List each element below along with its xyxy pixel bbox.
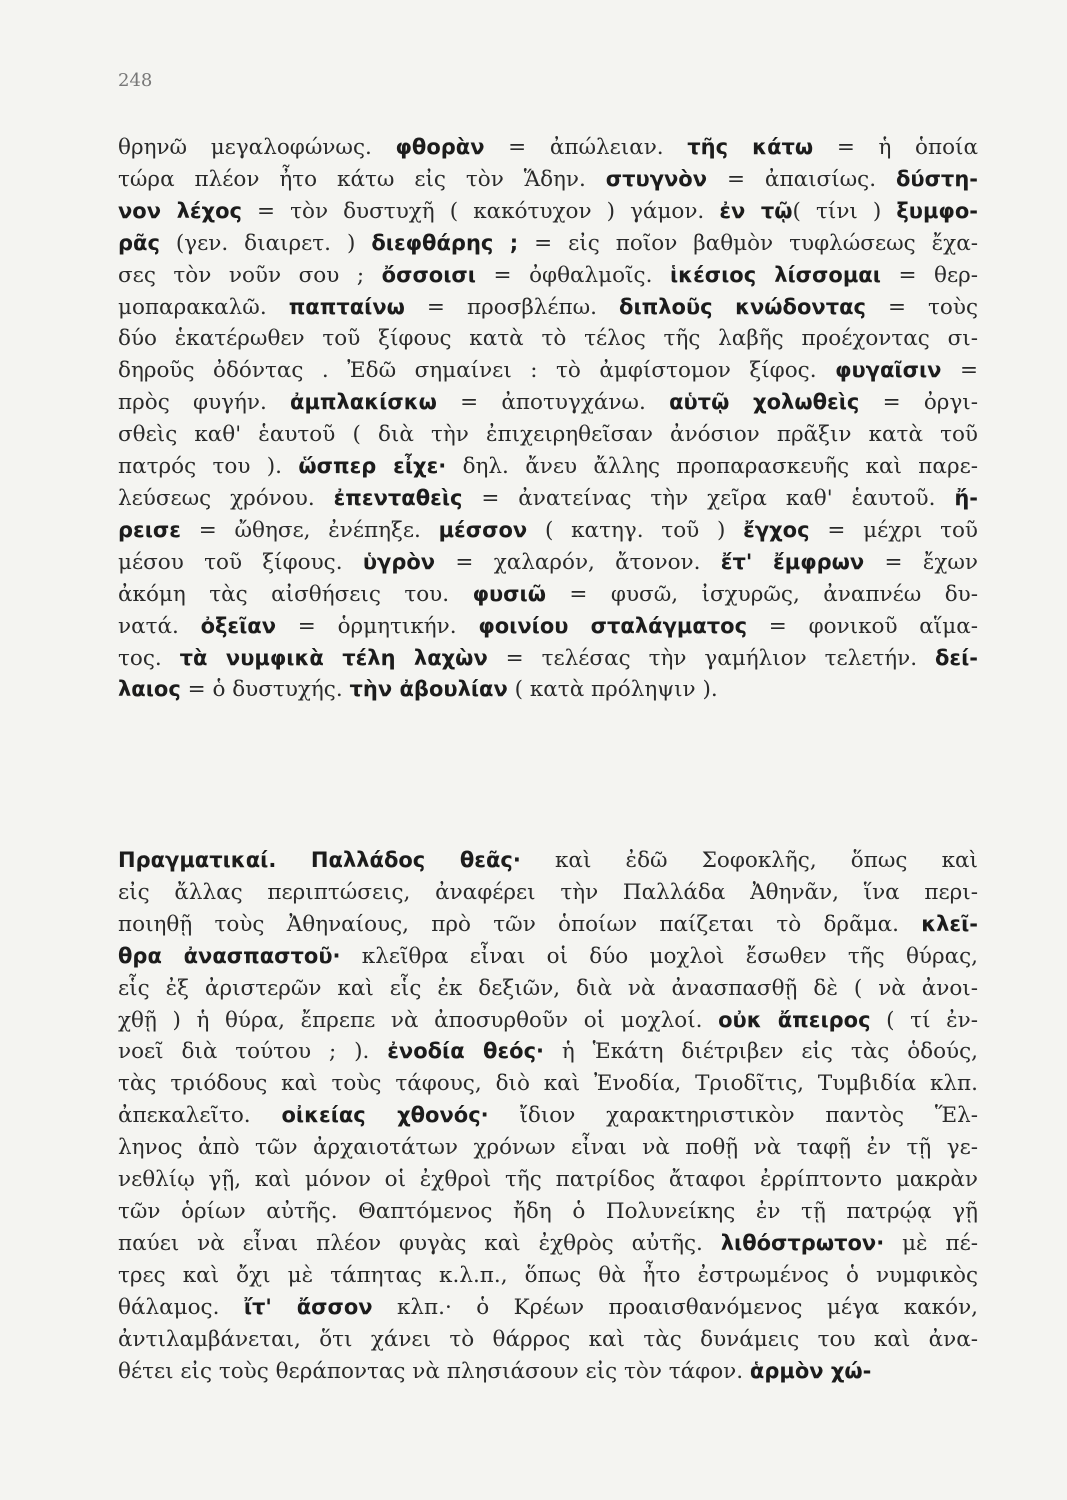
gloss-text: πατρός του ). [118, 454, 299, 480]
lemma-term: ὑγρὸν [362, 549, 436, 574]
lemma-term: ἁρμὸν χώ- [749, 1358, 872, 1383]
lemma-term: ὄσσοισι [381, 262, 476, 287]
gloss-text: δηροῦς ὀδόντας . Ἐδῶ σημαίνει : τὸ ἀμφίστομον ξίφος. [118, 358, 836, 384]
text-line [118, 1132, 978, 1164]
text-line [118, 909, 978, 941]
gloss-text: = τοὺς [866, 294, 978, 320]
gloss-text: λεύσεως χρόνου. [118, 485, 334, 511]
lemma-term: δύστη- [895, 166, 978, 191]
text-line [118, 355, 978, 387]
lemma-term: τὴν ἀβουλίαν [349, 677, 508, 702]
lemma-term: ξυμφο- [896, 198, 978, 223]
gloss-text: = ἀπώλειαν. [484, 135, 688, 160]
commentary-paragraph-2 [118, 845, 978, 1387]
lemma-term: ἀμπλακίσκω [290, 390, 437, 415]
text-line [118, 196, 978, 228]
lemma-term: φθορὰν [395, 135, 485, 159]
lemma-term: φυγαῖσιν [835, 358, 942, 383]
gloss-text: μοπαρακαλῶ. [118, 294, 289, 320]
text-line [118, 1005, 978, 1037]
lemma-term: αὑτῷ χολωθεὶς [669, 390, 860, 415]
gloss-text: = φυσῶ, ἰσχυρῶς, ἀναπνέω δυ- [545, 581, 978, 607]
gloss-text: ( κατὰ πρόληψιν ). [507, 677, 718, 703]
text-line [118, 419, 978, 451]
lemma-term: ρεισε [118, 517, 181, 542]
gloss-text: = ἀποτυγχάνω. [436, 390, 670, 416]
text-line [118, 451, 978, 483]
lemma-term: λαιος [118, 677, 181, 702]
gloss-text: κλπ.· ὁ Κρέων προαισθανόμενος μέγα κακόν, [372, 1294, 978, 1320]
lemma-term: οὐκ ἄπειρος [718, 1007, 871, 1032]
gloss-text: χθῇ ) ἡ θύρα, ἔπρεπε νὰ ἀποσυρθοῦν οἱ μοχλοί. [118, 1007, 719, 1033]
lemma-term: ἔτ' ἔμφρων [720, 549, 865, 574]
lemma-term: μέσσον [438, 517, 528, 542]
lemma-term: τὰ νυμφικὰ τέλη λαχὼν [179, 645, 488, 670]
text-line [118, 941, 978, 973]
lemma-term: κλεῖ- [921, 911, 978, 936]
gloss-text: = προσβλέπω. [404, 294, 620, 320]
gloss-text: = χαλαρόν, ἄτονον. [435, 549, 721, 575]
text-line [118, 877, 978, 909]
gloss-text: ( τί ἐν- [870, 1007, 978, 1033]
lemma-term: ἱκέσιος λίσσομαι [669, 262, 881, 287]
lemma-term: ἔγχος [743, 517, 810, 542]
gloss-text: (γεν. διαιρετ. ) [159, 230, 372, 256]
gloss-text: σες τὸν νοῦν σου ; [118, 262, 382, 288]
lemma-term: τῆς κάτω [687, 135, 814, 159]
gloss-text: ἀπεκαλεῖτο. [118, 1103, 282, 1129]
lemma-term: φοινίου σταλάγματος [478, 613, 748, 638]
gloss-text: = ὁρμητικήν. [276, 613, 479, 639]
text-line [118, 387, 978, 419]
lemma-term: διεφθάρης ; [371, 230, 519, 255]
text-line [118, 164, 978, 196]
text-line [118, 547, 978, 579]
gloss-text: ( κατηγ. τοῦ ) [527, 517, 744, 543]
text-line [118, 1356, 978, 1388]
gloss-text: μὲ πέ- [884, 1230, 979, 1256]
text-line [118, 611, 978, 643]
text-line [118, 1036, 978, 1068]
text-line [118, 1068, 978, 1100]
gloss-text: εἰς ἄλλας περιπτώσεις, ἀναφέρει τὴν Παλλάδα Ἀθηνᾶν, ἵνα περι- [118, 879, 978, 905]
gloss-text: παύει νὰ εἶναι πλέον φυγὰς καὶ ἐχθρὸς αὐτῆς. [118, 1230, 721, 1256]
gloss-text: τος. [118, 645, 180, 671]
gloss-text: νοεῖ διὰ τούτου ; ). [118, 1039, 388, 1065]
gloss-text: νεθλίῳ γῇ, καὶ μόνον οἱ ἐχθροὶ τῆς πατρίδος ἄταφοι ἐρρίπτοντο μακρὰν [118, 1167, 978, 1193]
gloss-text: θρηνῶ μεγαλοφώνως. [118, 135, 396, 160]
gloss-text: τῶν ὁρίων αὐτῆς. Θαπτόμενος ἤδη ὁ Πολυνείκης ἐν τῇ πατρῴᾳ γῇ [118, 1198, 978, 1224]
lemma-term: ὀξεῖαν [200, 613, 277, 638]
gloss-text: = ὁ δυστυχής. [180, 677, 350, 703]
lemma-term: ἤ- [954, 485, 978, 510]
text-line [118, 1260, 978, 1292]
gloss-text: ποιηθῇ τοὺς Ἀθηναίους, πρὸ τῶν ὁποίων παίζεται τὸ δρᾶμα. [118, 911, 922, 937]
gloss-text: θάλαμος. [118, 1294, 244, 1320]
gloss-text: ( τίνι ) [792, 198, 897, 224]
text-line [118, 132, 978, 164]
lemma-term: φυσιῶ [472, 581, 546, 606]
lemma-term: ἐπενταθεὶς [333, 485, 463, 510]
gloss-text: δηλ. ἄνευ ἄλλης προπαρασκευῆς καὶ παρε- [446, 454, 978, 480]
text-line [118, 1164, 978, 1196]
lemma-term: οἰκείας χθονός· [281, 1103, 489, 1128]
gloss-text: = τὸν δυστυχῆ ( κακότυχον ) γάμον. [241, 198, 720, 224]
text-line [118, 1292, 978, 1324]
text-line [118, 1228, 978, 1260]
lemma-term: ρᾶς [118, 230, 160, 255]
gloss-text: = ἀπαισίως. [707, 166, 896, 192]
gloss-text: τρες καὶ ὄχι μὲ τάπητας κ.λ.π., ὅπως θὰ ἦτο ἐστρωμένος ὁ νυμφικὸς [118, 1262, 978, 1288]
gloss-text: = ἡ ὁποία [813, 135, 978, 160]
text-line [118, 1100, 978, 1132]
gloss-text: θέτει εἰς τοὺς θεράποντας νὰ πλησιάσουν εἰς τὸν τάφον. [118, 1358, 750, 1384]
gloss-text: σθεὶς καθ' ἑαυτοῦ ( διὰ τὴν ἐπιχειρηθεῖσαν ἀνόσιον πρᾶξιν κατὰ τοῦ [118, 422, 978, 448]
gloss-text: καὶ ἐδῶ Σοφοκλῆς, ὅπως καὶ [520, 848, 978, 873]
commentary-paragraph-1 [118, 132, 978, 706]
lemma-term: δεί- [934, 645, 978, 670]
lemma-term: λιθόστρωτον· [720, 1230, 885, 1255]
lemma-term: ἐν τῷ [719, 198, 793, 223]
lemma-term: στυγνὸν [605, 166, 708, 191]
gloss-text: = [941, 358, 978, 384]
lemma-term: ὥσπερ εἶχε· [298, 454, 447, 479]
gloss-text: = ὀφθαλμοῖς. [475, 262, 670, 288]
text-line [118, 483, 978, 515]
lemma-term: παπταίνω [288, 294, 405, 319]
gloss-text: ἡ Ἑκάτη διέτριβεν εἰς τὰς ὁδούς, [544, 1039, 978, 1065]
gloss-text: = ἀνατείνας τὴν χεῖρα καθ' ἑαυτοῦ. [462, 485, 955, 511]
text-line [118, 643, 978, 675]
gloss-text: ἴδιον χαρακτηριστικὸν παντὸς Ἕλ- [488, 1103, 978, 1129]
gloss-text: τὰς τριόδους καὶ τοὺς τάφους, διὸ καὶ Ἐνοδία, Τριοδῖτις, Τυμβιδία κλπ. [118, 1071, 978, 1097]
gloss-text: = ὀργι- [859, 390, 978, 416]
gloss-text: δύο ἑκατέρωθεν τοῦ ξίφους κατὰ τὸ τέλος τῆς λαβῆς προέχοντας σι- [118, 326, 978, 352]
gloss-text: ἀντιλαμβάνεται, ὅτι χάνει τὸ θάρρος καὶ τὰς δυνάμεις του καὶ ἀνα- [118, 1326, 978, 1352]
gloss-text: = τελέσας τὴν γαμήλιον τελετήν. [487, 645, 935, 671]
text-line [118, 323, 978, 355]
lemma-term: διπλοῦς κνώδοντας [619, 294, 866, 319]
text-line [118, 228, 978, 260]
gloss-text: = φονικοῦ αἵμα- [747, 613, 978, 639]
gloss-text: ληνος ἀπὸ τῶν ἀρχαιοτάτων χρόνων εἶναι νὰ ποθῇ νὰ ταφῇ ἐν τῇ γε- [118, 1135, 978, 1161]
lemma-term: θρα ἀνασπαστοῦ· [118, 943, 341, 968]
text-line [118, 1196, 978, 1228]
page-number: 248 [118, 70, 153, 91]
gloss-text: = θερ- [880, 262, 979, 288]
gloss-text: νατά. [118, 613, 201, 639]
text-line [118, 973, 978, 1005]
gloss-text: = εἰς ποῖον βαθμὸν τυφλώσεως ἔχα- [518, 230, 978, 256]
gloss-text: ἀκόμη τὰς αἰσθήσεις του. [118, 581, 473, 607]
gloss-text: εἷς ἐξ ἀριστερῶν καὶ εἷς ἐκ δεξιῶν, διὰ νὰ ἀνασπασθῇ δὲ ( νὰ ἀνοι- [118, 975, 978, 1001]
text-line [118, 845, 978, 877]
gloss-text: = ἔχων [864, 549, 978, 575]
text-line [118, 1324, 978, 1356]
text-line [118, 579, 978, 611]
text-line [118, 260, 978, 292]
text-line [118, 674, 978, 706]
gloss-text: μέσου τοῦ ξίφους. [118, 549, 363, 575]
gloss-text: = ὤθησε, ἐνέπηξε. [180, 517, 439, 543]
lemma-term: ἴτ' ἄσσον [243, 1294, 373, 1319]
gloss-text: = μέχρι τοῦ [809, 517, 978, 543]
text-line [118, 292, 978, 324]
lemma-term: ἐνοδία θεός· [387, 1039, 544, 1064]
gloss-text: πρὸς φυγήν. [118, 390, 291, 416]
lemma-term: νον λέχος [118, 198, 242, 223]
text-line [118, 515, 978, 547]
gloss-text: τώρα πλέον ἦτο κάτω εἰς τὸν Ἅδην. [118, 166, 606, 192]
lemma-term: Πραγματικαί. Παλλάδος θεᾶς· [118, 848, 521, 872]
gloss-text: κλεῖθρα εἶναι οἱ δύο μοχλοὶ ἔσωθεν τῆς θύρας, [340, 943, 978, 969]
